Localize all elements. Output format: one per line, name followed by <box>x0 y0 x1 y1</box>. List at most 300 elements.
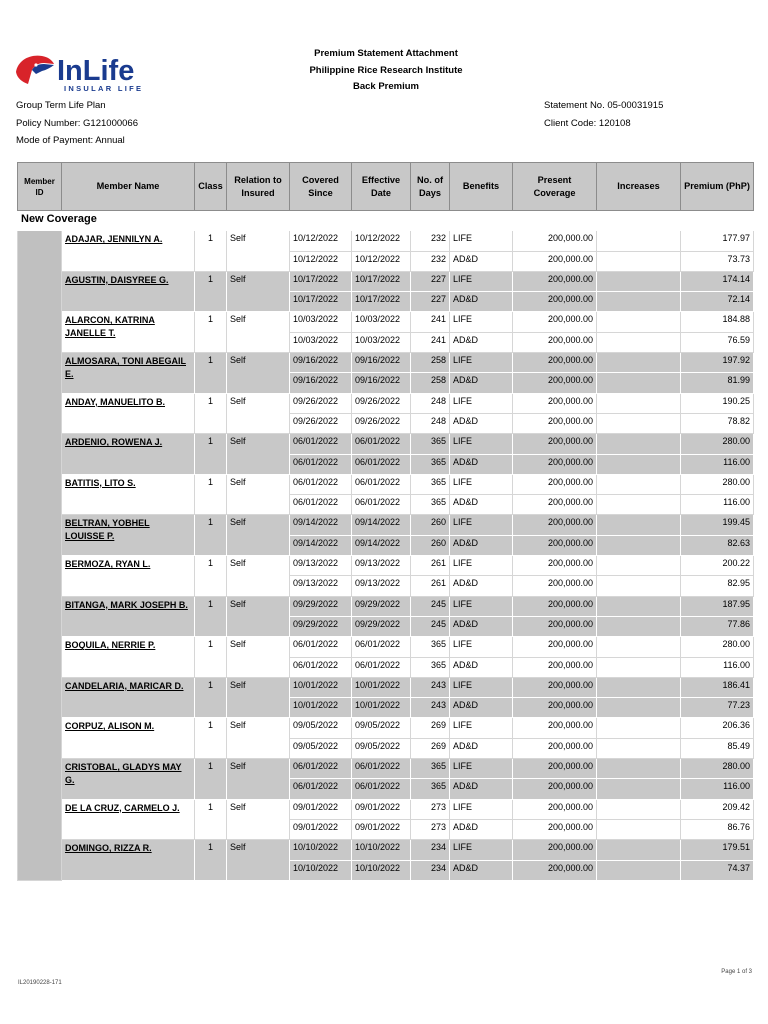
present-coverage: 200,000.00 <box>513 413 597 433</box>
document-title: Premium Statement Attachment <box>314 48 458 59</box>
page-number: Page 1 of 3 <box>721 969 752 975</box>
member-name: BELTRAN, YOBHEL LOUISSE P. <box>62 515 195 556</box>
effective-date: 06/01/2022 <box>352 454 411 474</box>
effective-date: 09/26/2022 <box>352 413 411 433</box>
covered-since: 06/01/2022 <box>290 759 352 779</box>
no-of-days: 365 <box>411 779 450 799</box>
table-row <box>18 353 754 373</box>
effective-date: 10/17/2022 <box>352 271 411 291</box>
effective-date: 09/05/2022 <box>352 738 411 758</box>
member-relation: Self <box>227 556 290 597</box>
covered-since: 09/13/2022 <box>290 576 352 596</box>
effective-date: 09/29/2022 <box>352 616 411 636</box>
present-coverage: 200,000.00 <box>513 454 597 474</box>
table-row <box>18 677 754 697</box>
present-coverage: 200,000.00 <box>513 860 597 880</box>
covered-since: 09/01/2022 <box>290 799 352 819</box>
member-name: DE LA CRUZ, CARMELO J. <box>62 799 195 840</box>
logo-brand: InLife <box>57 55 135 87</box>
member-relation: Self <box>227 312 290 353</box>
benefit: AD&D <box>450 819 513 839</box>
effective-date: 09/01/2022 <box>352 819 411 839</box>
member-class: 1 <box>195 556 227 597</box>
benefit: LIFE <box>450 596 513 616</box>
premium-table <box>17 162 754 881</box>
table-row <box>18 799 754 819</box>
increases <box>597 799 681 819</box>
member-relation: Self <box>227 637 290 678</box>
benefit: AD&D <box>450 495 513 515</box>
no-of-days: 261 <box>411 556 450 576</box>
present-coverage: 200,000.00 <box>513 495 597 515</box>
covered-since: 10/12/2022 <box>290 231 352 251</box>
present-coverage: 200,000.00 <box>513 373 597 393</box>
effective-date: 09/26/2022 <box>352 393 411 413</box>
table-row <box>18 231 754 251</box>
increases <box>597 718 681 738</box>
benefit: LIFE <box>450 353 513 373</box>
benefit: AD&D <box>450 616 513 636</box>
present-coverage: 200,000.00 <box>513 576 597 596</box>
member-relation: Self <box>227 353 290 394</box>
increases <box>597 759 681 779</box>
no-of-days: 241 <box>411 332 450 352</box>
premium: 280.00 <box>681 474 754 494</box>
increases <box>597 657 681 677</box>
statement-number: Statement No. 05-00031915 <box>544 100 664 111</box>
increases <box>597 698 681 718</box>
no-of-days: 241 <box>411 312 450 332</box>
premium: 179.51 <box>681 840 754 860</box>
covered-since: 06/01/2022 <box>290 454 352 474</box>
covered-since: 06/01/2022 <box>290 434 352 454</box>
premium: 77.86 <box>681 616 754 636</box>
table-row <box>18 596 754 616</box>
increases <box>597 677 681 697</box>
no-of-days: 234 <box>411 840 450 860</box>
effective-date: 10/12/2022 <box>352 231 411 251</box>
premium: 85.49 <box>681 738 754 758</box>
no-of-days: 260 <box>411 535 450 555</box>
member-name: BERMOZA, RYAN L. <box>62 556 195 597</box>
effective-date: 09/16/2022 <box>352 373 411 393</box>
present-coverage: 200,000.00 <box>513 799 597 819</box>
increases <box>597 616 681 636</box>
premium: 177.97 <box>681 231 754 251</box>
increases <box>597 860 681 880</box>
effective-date: 10/01/2022 <box>352 698 411 718</box>
header-no-of-days: No. of Days <box>411 163 450 211</box>
covered-since: 09/29/2022 <box>290 596 352 616</box>
premium: 81.99 <box>681 373 754 393</box>
increases <box>597 637 681 657</box>
no-of-days: 260 <box>411 515 450 535</box>
benefit: LIFE <box>450 312 513 332</box>
header-relation: Relation to Insured <box>227 163 290 211</box>
covered-since: 10/01/2022 <box>290 698 352 718</box>
header-increases: Increases <box>597 163 681 211</box>
increases <box>597 474 681 494</box>
covered-since: 09/16/2022 <box>290 353 352 373</box>
header-effective-date: Effective Date <box>352 163 411 211</box>
member-relation: Self <box>227 515 290 556</box>
increases <box>597 312 681 332</box>
present-coverage: 200,000.00 <box>513 434 597 454</box>
premium: 200.22 <box>681 556 754 576</box>
member-relation: Self <box>227 677 290 718</box>
header-benefits: Benefits <box>450 163 513 211</box>
benefit: AD&D <box>450 454 513 474</box>
present-coverage: 200,000.00 <box>513 292 597 312</box>
present-coverage: 200,000.00 <box>513 393 597 413</box>
benefit: LIFE <box>450 556 513 576</box>
premium: 184.88 <box>681 312 754 332</box>
effective-date: 10/03/2022 <box>352 332 411 352</box>
header-covered-since: Covered Since <box>290 163 352 211</box>
covered-since: 09/13/2022 <box>290 556 352 576</box>
member-name: BATITIS, LITO S. <box>62 474 195 515</box>
effective-date: 09/29/2022 <box>352 596 411 616</box>
effective-date: 10/01/2022 <box>352 677 411 697</box>
member-name: CORPUZ, ALISON M. <box>62 718 195 759</box>
increases <box>597 576 681 596</box>
member-relation: Self <box>227 474 290 515</box>
table-row <box>18 718 754 738</box>
benefit: AD&D <box>450 292 513 312</box>
covered-since: 06/01/2022 <box>290 779 352 799</box>
member-relation: Self <box>227 434 290 475</box>
effective-date: 10/12/2022 <box>352 251 411 271</box>
covered-since: 09/16/2022 <box>290 373 352 393</box>
no-of-days: 245 <box>411 596 450 616</box>
member-name: DOMINGO, RIZZA R. <box>62 840 195 881</box>
increases <box>597 413 681 433</box>
covered-since: 09/14/2022 <box>290 515 352 535</box>
increases <box>597 231 681 251</box>
no-of-days: 365 <box>411 434 450 454</box>
premium: 116.00 <box>681 657 754 677</box>
table-row <box>18 474 754 494</box>
company-name: Philippine Rice Research Institute <box>309 64 463 76</box>
effective-date: 06/01/2022 <box>352 495 411 515</box>
benefit: LIFE <box>450 759 513 779</box>
increases <box>597 353 681 373</box>
member-class: 1 <box>195 799 227 840</box>
present-coverage: 200,000.00 <box>513 616 597 636</box>
increases <box>597 779 681 799</box>
inlife-logo <box>14 50 156 94</box>
benefit: AD&D <box>450 535 513 555</box>
member-relation: Self <box>227 718 290 759</box>
covered-since: 10/01/2022 <box>290 677 352 697</box>
no-of-days: 273 <box>411 799 450 819</box>
member-name: CRISTOBAL, GLADYS MAY G. <box>62 759 195 800</box>
present-coverage: 200,000.00 <box>513 556 597 576</box>
no-of-days: 232 <box>411 231 450 251</box>
premium: 82.63 <box>681 535 754 555</box>
table-row <box>18 271 754 291</box>
header-premium: Premium (PhP) <box>681 163 754 211</box>
increases <box>597 454 681 474</box>
no-of-days: 248 <box>411 393 450 413</box>
covered-since: 09/14/2022 <box>290 535 352 555</box>
member-name: AGUSTIN, DAISYREE G. <box>62 271 195 312</box>
premium: 206.36 <box>681 718 754 738</box>
benefit: AD&D <box>450 576 513 596</box>
member-class: 1 <box>195 231 227 272</box>
member-class: 1 <box>195 840 227 881</box>
effective-date: 09/05/2022 <box>352 718 411 738</box>
member-class: 1 <box>195 312 227 353</box>
no-of-days: 243 <box>411 698 450 718</box>
present-coverage: 200,000.00 <box>513 657 597 677</box>
no-of-days: 243 <box>411 677 450 697</box>
no-of-days: 245 <box>411 616 450 636</box>
benefit: LIFE <box>450 434 513 454</box>
member-class: 1 <box>195 271 227 312</box>
no-of-days: 269 <box>411 718 450 738</box>
no-of-days: 365 <box>411 657 450 677</box>
increases <box>597 819 681 839</box>
benefit: AD&D <box>450 373 513 393</box>
increases <box>597 251 681 271</box>
premium: 77.23 <box>681 698 754 718</box>
policy-number: Policy Number: G121000066 <box>16 117 138 129</box>
benefit: LIFE <box>450 515 513 535</box>
member-name: BOQUILA, NERRIE P. <box>62 637 195 678</box>
client-code: Client Code: 120108 <box>544 117 631 129</box>
premium: 187.95 <box>681 596 754 616</box>
increases <box>597 292 681 312</box>
effective-date: 10/17/2022 <box>352 292 411 312</box>
member-class: 1 <box>195 759 227 800</box>
premium: 197.92 <box>681 353 754 373</box>
increases <box>597 840 681 860</box>
benefit: LIFE <box>450 840 513 860</box>
no-of-days: 227 <box>411 292 450 312</box>
effective-date: 10/03/2022 <box>352 312 411 332</box>
present-coverage: 200,000.00 <box>513 718 597 738</box>
member-class: 1 <box>195 474 227 515</box>
increases <box>597 738 681 758</box>
effective-date: 09/13/2022 <box>352 556 411 576</box>
no-of-days: 227 <box>411 271 450 291</box>
effective-date: 06/01/2022 <box>352 759 411 779</box>
benefit: AD&D <box>450 332 513 352</box>
covered-since: 10/17/2022 <box>290 292 352 312</box>
member-class: 1 <box>195 393 227 434</box>
premium: 72.14 <box>681 292 754 312</box>
covered-since: 06/01/2022 <box>290 474 352 494</box>
covered-since: 09/29/2022 <box>290 616 352 636</box>
plan-name: Group Term Life Plan <box>16 100 106 111</box>
effective-date: 06/01/2022 <box>352 657 411 677</box>
benefit: AD&D <box>450 657 513 677</box>
covered-since: 10/10/2022 <box>290 840 352 860</box>
present-coverage: 200,000.00 <box>513 738 597 758</box>
premium: 116.00 <box>681 495 754 515</box>
covered-since: 09/01/2022 <box>290 819 352 839</box>
premium: 186.41 <box>681 677 754 697</box>
premium: 76.59 <box>681 332 754 352</box>
effective-date: 09/01/2022 <box>352 799 411 819</box>
member-class: 1 <box>195 637 227 678</box>
increases <box>597 495 681 515</box>
table-row <box>18 515 754 535</box>
effective-date: 09/14/2022 <box>352 535 411 555</box>
present-coverage: 200,000.00 <box>513 779 597 799</box>
member-class: 1 <box>195 718 227 759</box>
benefit: LIFE <box>450 271 513 291</box>
benefit: LIFE <box>450 474 513 494</box>
no-of-days: 273 <box>411 819 450 839</box>
premium: 209.42 <box>681 799 754 819</box>
increases <box>597 393 681 413</box>
increases <box>597 535 681 555</box>
present-coverage: 200,000.00 <box>513 515 597 535</box>
table-row <box>18 637 754 657</box>
present-coverage: 200,000.00 <box>513 474 597 494</box>
section-row <box>18 211 754 231</box>
increases <box>597 332 681 352</box>
document-subtitle: Back Premium <box>352 81 419 92</box>
present-coverage: 200,000.00 <box>513 312 597 332</box>
covered-since: 09/26/2022 <box>290 413 352 433</box>
payment-mode: Mode of Payment: Annual <box>16 135 125 146</box>
effective-date: 10/10/2022 <box>352 840 411 860</box>
covered-since: 10/03/2022 <box>290 312 352 332</box>
no-of-days: 232 <box>411 251 450 271</box>
benefit: AD&D <box>450 738 513 758</box>
table-header-row <box>18 163 754 211</box>
covered-since: 09/05/2022 <box>290 718 352 738</box>
table-row <box>18 556 754 576</box>
premium: 73.73 <box>681 251 754 271</box>
covered-since: 10/10/2022 <box>290 860 352 880</box>
premium: 280.00 <box>681 759 754 779</box>
table-row <box>18 434 754 454</box>
member-name: ALMOSARA, TONI ABEGAIL E. <box>62 353 195 394</box>
table-row <box>18 393 754 413</box>
premium: 78.82 <box>681 413 754 433</box>
no-of-days: 365 <box>411 474 450 494</box>
covered-since: 06/01/2022 <box>290 637 352 657</box>
benefit: AD&D <box>450 779 513 799</box>
present-coverage: 200,000.00 <box>513 271 597 291</box>
benefit: LIFE <box>450 231 513 251</box>
effective-date: 06/01/2022 <box>352 434 411 454</box>
member-name: BITANGA, MARK JOSEPH B. <box>62 596 195 637</box>
benefit: AD&D <box>450 251 513 271</box>
member-relation: Self <box>227 596 290 637</box>
increases <box>597 434 681 454</box>
premium: 116.00 <box>681 454 754 474</box>
covered-since: 06/01/2022 <box>290 657 352 677</box>
present-coverage: 200,000.00 <box>513 698 597 718</box>
no-of-days: 234 <box>411 860 450 880</box>
no-of-days: 261 <box>411 576 450 596</box>
increases <box>597 373 681 393</box>
premium: 174.14 <box>681 271 754 291</box>
logo-tagline: INSULAR LIFE <box>64 84 144 93</box>
present-coverage: 200,000.00 <box>513 677 597 697</box>
no-of-days: 365 <box>411 454 450 474</box>
no-of-days: 365 <box>411 495 450 515</box>
statement-info <box>544 97 663 132</box>
effective-date: 06/01/2022 <box>352 637 411 657</box>
premium: 74.37 <box>681 860 754 880</box>
benefit: LIFE <box>450 637 513 657</box>
policy-info <box>16 97 138 150</box>
member-class: 1 <box>195 353 227 394</box>
present-coverage: 200,000.00 <box>513 637 597 657</box>
no-of-days: 258 <box>411 353 450 373</box>
member-name: ALARCON, KATRINA JANELLE T. <box>62 312 195 353</box>
header-member-id: Member ID <box>18 163 62 211</box>
no-of-days: 365 <box>411 637 450 657</box>
premium: 190.25 <box>681 393 754 413</box>
document-title-block <box>236 46 536 96</box>
effective-date: 09/13/2022 <box>352 576 411 596</box>
covered-since: 09/26/2022 <box>290 393 352 413</box>
increases <box>597 271 681 291</box>
member-name: ANDAY, MANUELITO B. <box>62 393 195 434</box>
member-name: ADAJAR, JENNILYN A. <box>62 231 195 272</box>
member-class: 1 <box>195 596 227 637</box>
header-present-coverage: Present Coverage <box>513 163 597 211</box>
effective-date: 09/16/2022 <box>352 353 411 373</box>
member-class: 1 <box>195 515 227 556</box>
premium: 116.00 <box>681 779 754 799</box>
present-coverage: 200,000.00 <box>513 596 597 616</box>
increases <box>597 515 681 535</box>
premium: 86.76 <box>681 819 754 839</box>
header-class: Class <box>195 163 227 211</box>
covered-since: 10/12/2022 <box>290 251 352 271</box>
member-class: 1 <box>195 677 227 718</box>
member-relation: Self <box>227 799 290 840</box>
benefit: AD&D <box>450 860 513 880</box>
benefit: LIFE <box>450 677 513 697</box>
present-coverage: 200,000.00 <box>513 840 597 860</box>
benefit: AD&D <box>450 698 513 718</box>
member-relation: Self <box>227 271 290 312</box>
present-coverage: 200,000.00 <box>513 535 597 555</box>
section-label: New Coverage <box>18 211 754 231</box>
member-relation: Self <box>227 231 290 272</box>
effective-date: 09/14/2022 <box>352 515 411 535</box>
effective-date: 06/01/2022 <box>352 779 411 799</box>
premium: 280.00 <box>681 637 754 657</box>
premium: 199.45 <box>681 515 754 535</box>
member-relation: Self <box>227 393 290 434</box>
effective-date: 10/10/2022 <box>352 860 411 880</box>
increases <box>597 596 681 616</box>
member-class: 1 <box>195 434 227 475</box>
increases <box>597 556 681 576</box>
present-coverage: 200,000.00 <box>513 759 597 779</box>
premium: 280.00 <box>681 434 754 454</box>
no-of-days: 365 <box>411 759 450 779</box>
benefit: LIFE <box>450 393 513 413</box>
member-name: CANDELARIA, MARICAR D. <box>62 677 195 718</box>
covered-since: 10/17/2022 <box>290 271 352 291</box>
benefit: AD&D <box>450 413 513 433</box>
present-coverage: 200,000.00 <box>513 819 597 839</box>
table-row <box>18 759 754 779</box>
member-relation: Self <box>227 759 290 800</box>
member-relation: Self <box>227 840 290 881</box>
